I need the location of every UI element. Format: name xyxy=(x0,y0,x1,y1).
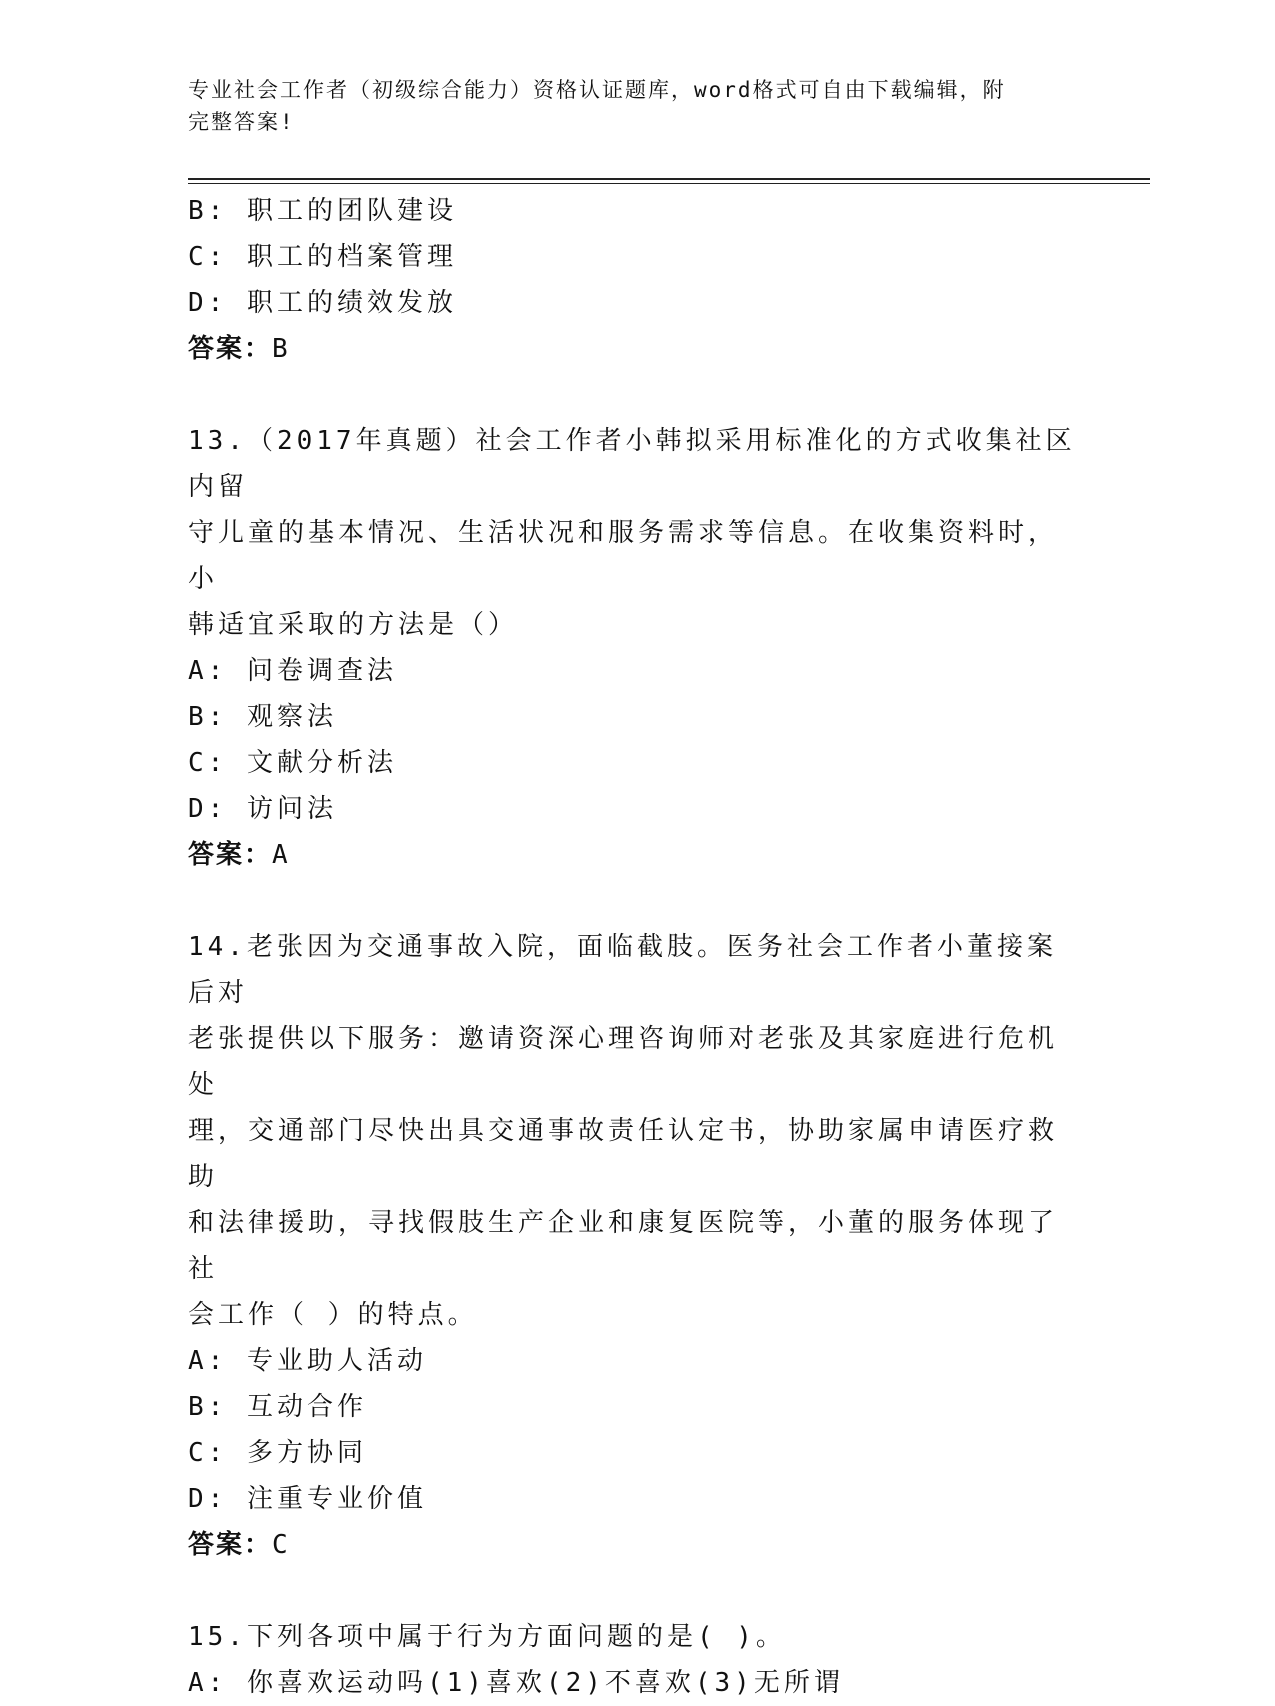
spacer xyxy=(188,878,1078,924)
option-c: C: 职工的档案管理 xyxy=(188,242,457,272)
question-14 xyxy=(188,924,1078,1568)
header-rule-thick xyxy=(188,178,1150,180)
question-stem-line: 和法律援助，寻找假肢生产企业和康复医院等，小董的服务体现了社 xyxy=(188,1208,1059,1284)
question-13 xyxy=(188,418,1078,878)
spacer xyxy=(188,1568,1078,1614)
question-stem-line: 守儿童的基本情况、生活状况和服务需求等信息。在收集资料时，小 xyxy=(188,518,1059,594)
question-stem-line: 13.（2017年真题）社会工作者小韩拟采用标准化的方式收集社区内留 xyxy=(188,426,1076,502)
answer-label: 答案： xyxy=(188,1530,273,1560)
question-stem-line: 会工作（ ）的特点。 xyxy=(188,1300,478,1330)
option-d: D: 注重专业价值 xyxy=(188,1484,427,1514)
answer-line xyxy=(188,326,1078,372)
option-b: B: 职工的团队建设 xyxy=(188,196,457,226)
answer-value: C xyxy=(272,1530,290,1560)
answer-value: B xyxy=(272,334,290,364)
answer-value: A xyxy=(272,840,290,870)
option-a: A: 问卷调查法 xyxy=(188,656,397,686)
document-body xyxy=(188,188,1078,1706)
question-15 xyxy=(188,1614,1078,1706)
question-stem-line: 理，交通部门尽快出具交通事故责任认定书，协助家属申请医疗救助 xyxy=(188,1116,1059,1192)
header-line-1: 专业社会工作者（初级综合能力）资格认证题库，word格式可自由下载编辑，附 xyxy=(188,78,1006,102)
option-d: D: 访问法 xyxy=(188,794,337,824)
answer-label: 答案： xyxy=(188,334,273,364)
header-line-2: 完整答案! xyxy=(188,110,295,134)
answer-line xyxy=(188,832,1078,878)
option-b: B: 互动合作 xyxy=(188,1392,367,1422)
option-b: B: 观察法 xyxy=(188,702,337,732)
question-stem-line: 14.老张因为交通事故入院，面临截肢。医务社会工作者小董接案后对 xyxy=(188,932,1057,1008)
question-stem-line: 老张提供以下服务：邀请资深心理咨询师对老张及其家庭进行危机处 xyxy=(188,1024,1059,1100)
question-stem-line: 15.下列各项中属于行为方面问题的是( )。 xyxy=(188,1622,786,1652)
spacer xyxy=(188,372,1078,418)
header-rule-thin xyxy=(188,183,1150,184)
question-stem-line: 韩适宜采取的方法是（） xyxy=(188,610,519,640)
option-a: A: 你喜欢运动吗(1)喜欢(2)不喜欢(3)无所谓 xyxy=(188,1668,844,1698)
option-c: C: 文献分析法 xyxy=(188,748,397,778)
answer-label: 答案： xyxy=(188,840,273,870)
answer-line xyxy=(188,1522,1078,1568)
option-d: D: 职工的绩效发放 xyxy=(188,288,457,318)
option-a: A: 专业助人活动 xyxy=(188,1346,427,1376)
option-c: C: 多方协同 xyxy=(188,1438,367,1468)
document-header xyxy=(188,74,1068,138)
question-prev xyxy=(188,188,1078,372)
